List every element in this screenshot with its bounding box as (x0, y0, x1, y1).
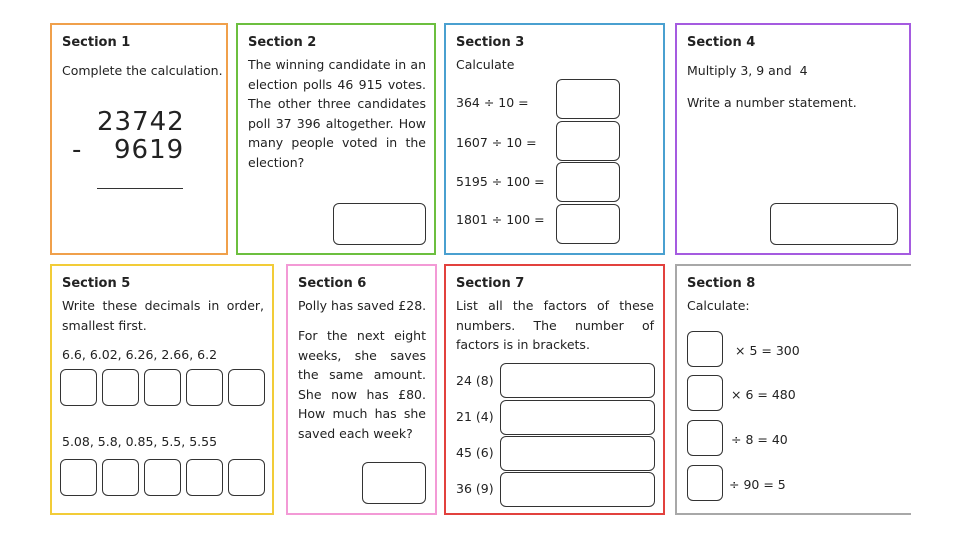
section-1-card (50, 23, 228, 255)
equation-text: ÷ 90 = 5 (729, 477, 786, 492)
division-question: 1607 ÷ 10 = (456, 135, 537, 150)
section-4-card (675, 23, 911, 255)
missing-number-box[interactable] (687, 331, 723, 367)
equation-text: ÷ 8 = 40 (731, 432, 788, 447)
section-title: Section 7 (456, 276, 525, 291)
section-title: Section 3 (456, 35, 525, 50)
subtrahend: 9619 (114, 135, 185, 165)
instruction-text: Complete the calculation. (62, 63, 223, 78)
factor-question: 36 (9) (456, 481, 494, 496)
section-8-card (675, 264, 911, 515)
missing-number-box[interactable] (687, 465, 723, 501)
instruction-text: Calculate: (687, 298, 750, 313)
answer-box[interactable] (556, 79, 620, 119)
question-text: The winning candidate in an election polls 46 915 votes. The other three candidates poll 37 396 altogether. How many people voted in the election? (248, 57, 426, 170)
answer-box[interactable] (556, 162, 620, 202)
factor-question: 24 (8) (456, 373, 494, 388)
section-title: Section 6 (298, 276, 367, 291)
instruction-text: Calculate (456, 57, 515, 72)
section-3-card (444, 23, 665, 255)
order-box[interactable] (144, 459, 181, 496)
order-box[interactable] (144, 369, 181, 406)
answer-box[interactable] (500, 436, 655, 471)
answer-box[interactable] (770, 203, 898, 245)
answer-box[interactable] (556, 121, 620, 161)
order-box[interactable] (102, 459, 139, 496)
missing-number-box[interactable] (687, 375, 723, 411)
section-title: Section 8 (687, 276, 756, 291)
minuend: 23742 (97, 107, 185, 137)
order-box[interactable] (60, 369, 97, 406)
section-2-card (236, 23, 436, 255)
answer-box[interactable] (500, 400, 655, 435)
decimal-list-2: 5.08, 5.8, 0.85, 5.5, 5.55 (62, 434, 218, 449)
factor-question: 21 (4) (456, 409, 494, 424)
instruction-text: List all the factors of these numbers. The number of factors is in brackets. (456, 298, 654, 352)
order-box[interactable] (60, 459, 97, 496)
equation-text: × 5 = 300 (735, 343, 800, 358)
question-text-2: For the next eight weeks, she saves the same amount. She now has £80. How much has she saved each week? (298, 328, 426, 441)
section-title: Section 2 (248, 35, 317, 50)
section-title: Section 5 (62, 276, 131, 291)
factor-question: 45 (6) (456, 445, 494, 460)
missing-number-box[interactable] (687, 420, 723, 456)
instruction-line-2: Write a number statement. (687, 95, 857, 110)
equation-text: × 6 = 480 (731, 387, 796, 402)
division-question: 5195 ÷ 100 = (456, 174, 545, 189)
order-box[interactable] (186, 459, 223, 496)
answer-box[interactable] (333, 203, 426, 245)
answer-box[interactable] (500, 363, 655, 398)
order-box[interactable] (228, 459, 265, 496)
section-title: Section 1 (62, 35, 131, 50)
order-box[interactable] (228, 369, 265, 406)
division-question: 364 ÷ 10 = (456, 95, 529, 110)
answer-box[interactable] (362, 462, 426, 504)
division-question: 1801 ÷ 100 = (456, 212, 545, 227)
instruction-text: Write these decimals in order, smallest first. (62, 298, 264, 333)
minus-sign: - (72, 135, 83, 165)
section-6-card (286, 264, 437, 515)
instruction-line-1: Multiply 3, 9 and 4 (687, 63, 808, 78)
order-box[interactable] (102, 369, 139, 406)
decimal-list-1: 6.6, 6.02, 6.26, 2.66, 6.2 (62, 347, 218, 362)
answer-box[interactable] (500, 472, 655, 507)
section-title: Section 4 (687, 35, 756, 50)
section-7-card (444, 264, 665, 515)
order-box[interactable] (186, 369, 223, 406)
section-5-card (50, 264, 274, 515)
answer-box[interactable] (556, 204, 620, 244)
question-text-1: Polly has saved £28. (298, 298, 427, 313)
answer-line (97, 188, 183, 189)
